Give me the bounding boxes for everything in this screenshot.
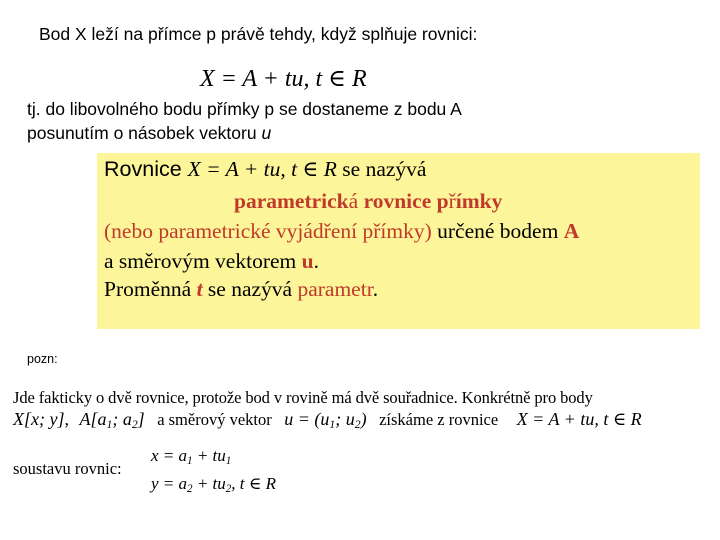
eq-x-sub-1: 1 xyxy=(187,454,193,467)
eq-y-tail: , t ∈ R xyxy=(231,474,276,493)
definition-point-a: A xyxy=(563,219,580,243)
term-parametricka-b: á xyxy=(348,189,364,213)
definition-line-1 xyxy=(104,157,426,182)
point-a-head: A[a xyxy=(79,409,107,429)
obtain-text: získáme z rovnice xyxy=(379,410,499,429)
note-points-line xyxy=(13,409,642,431)
definition-line-3-black: určené bodem xyxy=(431,219,564,243)
vector-u xyxy=(284,409,366,429)
vector-u-sub-1: 1 xyxy=(329,417,336,431)
point-a xyxy=(79,409,144,429)
definition-word-rovnice: Rovnice xyxy=(104,157,188,181)
definition-line-5-end: . xyxy=(372,277,379,301)
definition-term-parametr: parametr xyxy=(297,277,373,301)
term-rovnice-primky-e: ímky xyxy=(455,189,503,213)
point-x: X[x; y] xyxy=(13,409,65,429)
vector-u-sub-2: 2 xyxy=(354,417,361,431)
definition-line-2 xyxy=(234,189,502,214)
definition-line-3 xyxy=(104,219,579,244)
eq-x-sub-2: 1 xyxy=(225,454,232,467)
definition-line-5-black: Proměnná xyxy=(104,277,197,301)
eq-y-sub-1: 2 xyxy=(187,482,193,495)
point-a-sub-2: 2 xyxy=(131,417,138,431)
definition-variable-t: t xyxy=(196,277,203,301)
equation-repeat: X = A + tu, t ∈ R xyxy=(516,409,642,429)
point-a-sub-1: 1 xyxy=(106,417,113,431)
point-a-close: ] xyxy=(137,409,145,429)
explanation-line-2-prefix: posunutím o násobek vektoru xyxy=(27,123,262,143)
eq-y-head: y = a xyxy=(151,474,188,493)
system-equation-y xyxy=(151,474,276,495)
vector-u-close: ) xyxy=(360,409,367,429)
comma-1: , xyxy=(64,409,69,429)
definition-line-1-tail: se nazývá xyxy=(336,157,427,181)
vector-u-head: u = (u xyxy=(284,409,330,429)
definition-equation: X = A + tu, t ∈ R xyxy=(187,157,337,181)
explanation-line-1: tj. do libovolného bodu přímky p se dostaneme z bodu A xyxy=(27,99,462,119)
term-rovnice-primky-d: ř xyxy=(448,189,456,213)
term-parametricka-a: parametrick xyxy=(234,189,349,213)
vector-u-sep: ; u xyxy=(335,409,355,429)
main-equation: X = A + tu, t ∈ R xyxy=(200,66,367,92)
definition-line-4 xyxy=(104,249,319,274)
note-label: pozn: xyxy=(27,352,58,366)
eq-x-head: x = a xyxy=(151,446,188,465)
definition-alt-name: (nebo parametrické vyjádření přímky) xyxy=(104,219,432,243)
definition-line-4-black: a směrovým vektorem xyxy=(104,249,302,273)
eq-y-sub-2: 2 xyxy=(225,482,232,495)
explanation-vector-u: u xyxy=(261,123,272,143)
definition-box xyxy=(97,153,700,329)
eq-y-mid: + tu xyxy=(192,474,226,493)
definition-line-5-mid: se nazývá xyxy=(202,277,298,301)
system-equation-x xyxy=(151,446,231,467)
definition-line-5 xyxy=(104,277,378,302)
note-sentence: Jde fakticky o dvě rovnice, protože bod v rovině má dvě souřadnice. Konkrétně pro body xyxy=(13,388,593,407)
definition-line-4-end: . xyxy=(313,249,319,273)
heading-text: Bod X leží na přímce p právě tehdy, když splňuje rovnici: xyxy=(39,24,478,44)
term-rovnice-primky-c: rovnice p xyxy=(363,189,449,213)
definition-vector-u: u xyxy=(301,249,314,273)
explanation-line-2 xyxy=(27,123,271,144)
vector-text: a směrový vektor xyxy=(157,410,272,429)
eq-x-mid: + tu xyxy=(192,446,226,465)
point-a-sep: ; a xyxy=(112,409,132,429)
system-label: soustavu rovnic: xyxy=(13,459,122,478)
